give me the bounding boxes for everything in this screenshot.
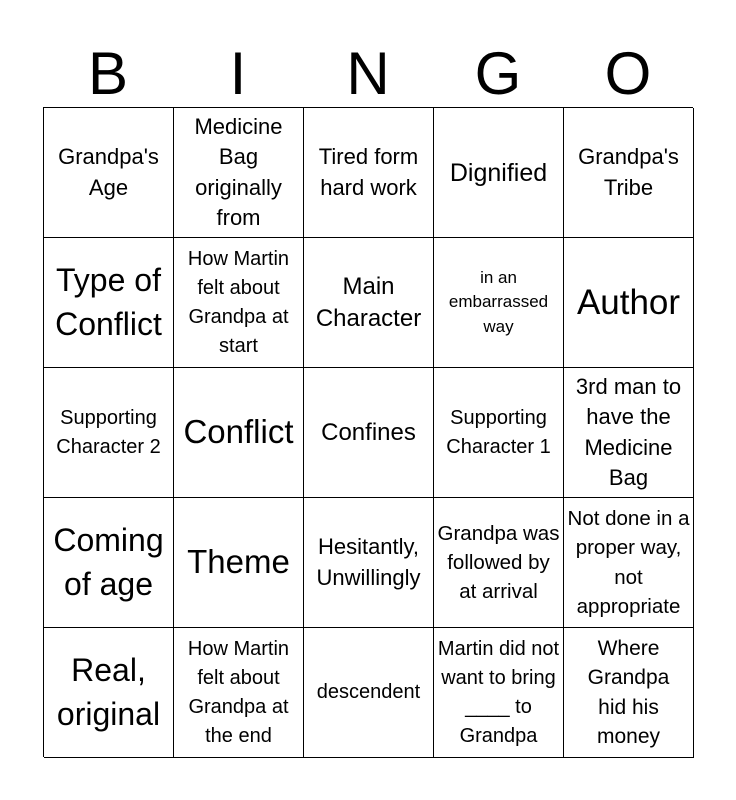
bingo-cell	[564, 498, 694, 628]
cell-text: Martin did not want to bring ____ to Grandpa	[437, 637, 560, 747]
bingo-cell	[174, 368, 304, 498]
bingo-cell	[174, 108, 304, 238]
bingo-cell	[564, 628, 694, 758]
bingo-cell	[304, 108, 434, 238]
cell-text: Hesitantly, Unwillingly	[316, 534, 421, 590]
cell-text: 3rd man to have the Medicine Bag	[575, 373, 682, 490]
bingo-cell	[44, 368, 174, 498]
cell-text: Type of Conflict	[55, 262, 162, 342]
header-letter-i: I	[229, 40, 247, 107]
bingo-cell	[434, 498, 564, 628]
bingo-grid	[43, 107, 693, 757]
header-letter-n: N	[346, 40, 390, 107]
bingo-cell	[174, 628, 304, 758]
header-letter-g: G	[474, 40, 522, 107]
header-letter-o: O	[604, 40, 652, 107]
cell-text: Supporting Character 1	[446, 406, 551, 458]
cell-text: Medicine Bag originally from	[194, 113, 283, 230]
cell-text: Coming of age	[53, 522, 164, 602]
bingo-cell	[44, 108, 174, 238]
cell-text: Not done in a proper way, not appropriate	[567, 507, 690, 618]
bingo-cell	[174, 498, 304, 628]
cell-text: Where Grandpa hid his money	[587, 637, 670, 748]
cell-text: Main Character	[315, 273, 422, 332]
cell-text: How Martin felt about Grandpa at the end	[187, 637, 290, 747]
bingo-cell	[174, 238, 304, 368]
bingo-cell	[434, 238, 564, 368]
cell-text: Grandpa's Tribe	[578, 144, 679, 200]
bingo-cell	[44, 628, 174, 758]
bingo-cell	[304, 238, 434, 368]
cell-text: descendent	[316, 681, 421, 703]
cell-text: Grandpa's Age	[58, 144, 159, 200]
header-letter-b: B	[87, 40, 129, 107]
cell-text: Supporting Character 2	[56, 406, 161, 458]
cell-text: Author	[576, 282, 681, 322]
cell-text: How Martin felt about Grandpa at start	[187, 247, 290, 357]
bingo-cell	[304, 498, 434, 628]
bingo-cell	[304, 368, 434, 498]
cell-text: Tired form hard work	[318, 144, 419, 200]
bingo-cell	[564, 368, 694, 498]
bingo-cell	[304, 628, 434, 758]
bingo-cell	[564, 108, 694, 238]
cell-text: Grandpa was followed by at arrival	[437, 521, 560, 604]
bingo-cell	[44, 238, 174, 368]
bingo-cell	[434, 108, 564, 238]
cell-text: in an embarrassed way	[448, 267, 549, 336]
cell-text: Dignified	[449, 158, 548, 187]
bingo-cell	[434, 628, 564, 758]
bingo-cell	[44, 498, 174, 628]
bingo-cell	[434, 368, 564, 498]
cell-text: Real, original	[56, 652, 161, 732]
cell-text: Conflict	[183, 413, 294, 451]
bingo-cell	[564, 238, 694, 368]
cell-text: Confines	[321, 418, 416, 446]
bingo-header	[43, 40, 693, 108]
cell-text: Theme	[187, 543, 290, 581]
